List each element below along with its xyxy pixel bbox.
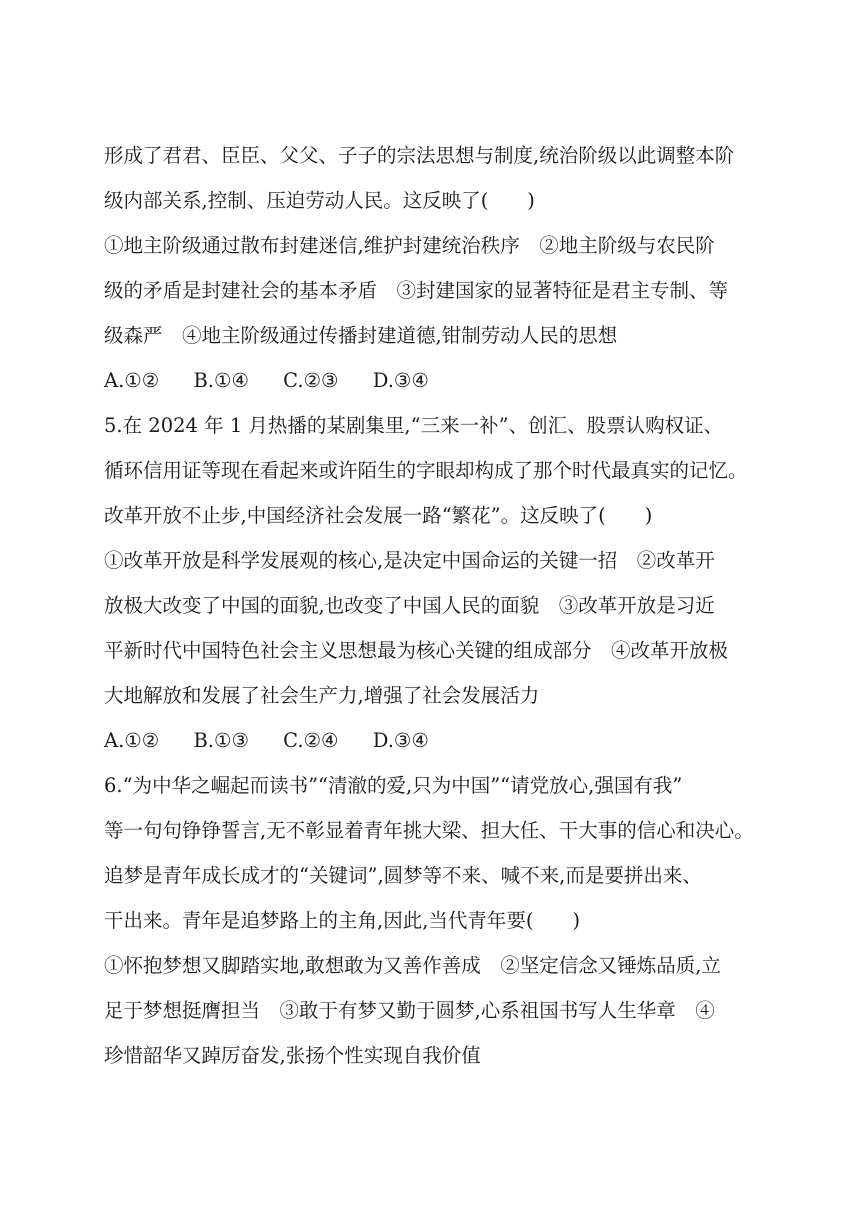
q5-statement-line-1: ①改革开放是科学发展观的核心,是决定中国命运的关键一招 ②改革开	[104, 549, 715, 572]
q5-option-b: B.①③	[193, 729, 249, 752]
q5-option-c: C.②④	[283, 729, 339, 752]
q4-option-b: B.①④	[193, 369, 249, 392]
q4-option-a: A.①②	[104, 369, 160, 392]
q6-statement-line-2: 足于梦想挺膺担当 ③敢于有梦又勤于圆梦,心系祖国书写人生华章 ④	[104, 999, 715, 1022]
q5-stem-line-1: 5.在 2024 年 1 月热播的某剧集里,“三来一补”、创汇、股票认购权证、	[104, 414, 724, 437]
q5-option-a: A.①②	[104, 729, 160, 752]
q4-statement-line-2: 级的矛盾是封建社会的基本矛盾 ③封建国家的显著特征是君主专制、等	[104, 279, 729, 302]
q5-option-d: D.③④	[372, 729, 429, 752]
q4-option-c: C.②③	[283, 369, 339, 392]
q6-stem-line-1: 6.“为中华之崛起而读书”“清澈的爱,只为中国”“请党放心,强国有我”	[104, 774, 683, 797]
q4-statement-line-3: 级森严 ④地主阶级通过传播封建道德,钳制劳动人民的思想	[104, 324, 618, 347]
q5-stem-line-2: 循环信用证等现在看起来或许陌生的字眼却构成了那个时代最真实的记忆。	[104, 459, 748, 482]
q5-statement-line-2: 放极大改变了中国的面貌,也改变了中国人民的面貌 ③改革开放是习近	[104, 594, 715, 617]
q6-statement-line-1: ①怀抱梦想又脚踏实地,敢想敢为又善作善成 ②坚定信念又锤炼品质,立	[104, 954, 721, 977]
q5-options	[104, 728, 784, 754]
q5-stem-line-3: 改革开放不止步,中国经济社会发展一路“繁花”。这反映了( )	[104, 504, 653, 527]
q4-statement-line-1: ①地主阶级通过散布封建迷信,维护封建统治秩序 ②地主阶级与农民阶	[104, 234, 715, 257]
q4-options	[104, 368, 784, 394]
q4-stem-line-1: 形成了君君、臣臣、父父、子子的宗法思想与制度,统治阶级以此调整本阶	[104, 144, 735, 167]
q5-statement-line-3: 平新时代中国特色社会主义思想最为核心关键的组成部分 ④改革开放极	[104, 639, 729, 662]
q6-stem-line-4: 干出来。青年是追梦路上的主角,因此,当代青年要( )	[104, 909, 581, 932]
q4-option-d: D.③④	[372, 369, 429, 392]
q6-stem-line-2: 等一句句铮铮誓言,无不彰显着青年挑大梁、担大任、干大事的信心和决心。	[104, 819, 754, 842]
q4-stem-line-2: 级内部关系,控制、压迫劳动人民。这反映了( )	[104, 189, 535, 212]
q5-statement-line-4: 大地解放和发展了社会生产力,增强了社会发展活力	[104, 684, 540, 707]
q6-statement-line-3: 珍惜韶华又踔厉奋发,张扬个性实现自我价值	[104, 1044, 481, 1067]
q6-stem-line-3: 追梦是青年成长成才的“关键词”,圆梦等不来、喊不来,而是要拼出来、	[104, 864, 702, 887]
